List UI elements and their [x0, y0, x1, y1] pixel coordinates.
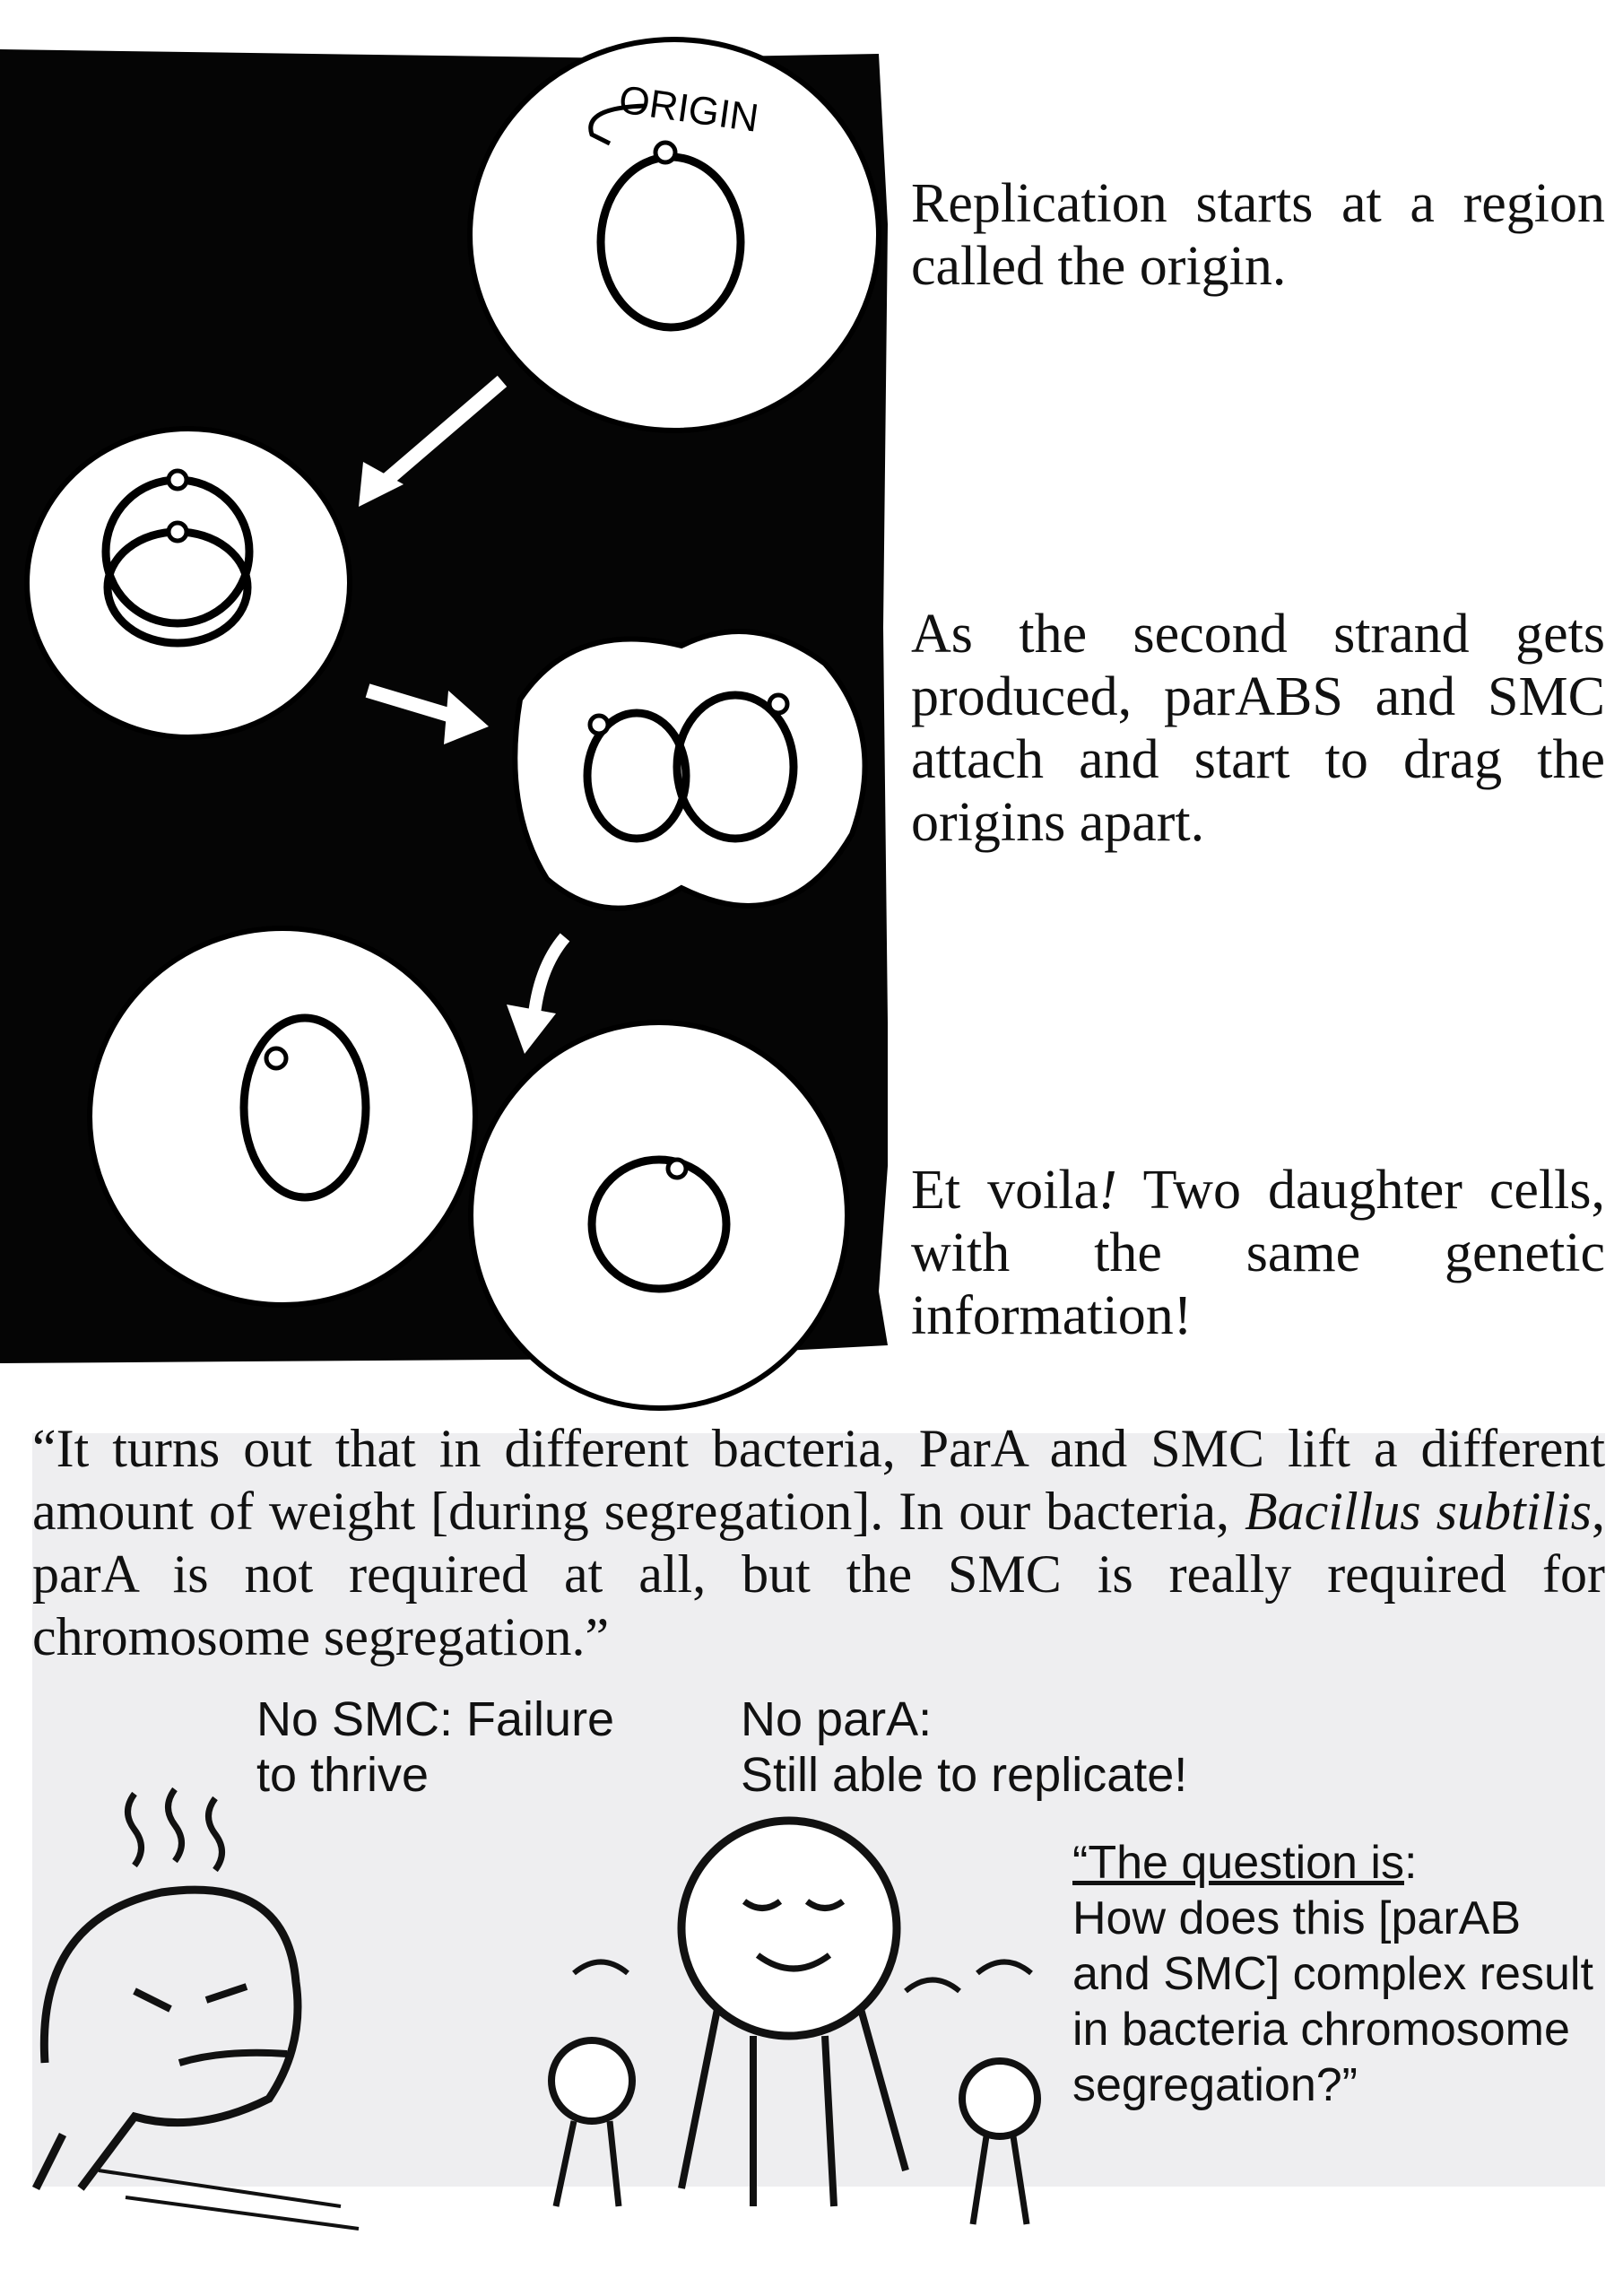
- caption-daughter-cells: Et voila! Two daughter cells, with the same genetic information!: [911, 1160, 1605, 1346]
- sick-bacterium: [36, 1890, 298, 2188]
- daughter-cell-left: [90, 928, 475, 1305]
- cell-replicating: [27, 429, 350, 737]
- small-bacterium-right: [962, 2061, 1037, 2136]
- stink-lines-icon: [128, 1789, 222, 1870]
- researcher-quote: “It turns out that in different bacteria, ParA and SMC lift a different amount of weight [during segregation]. In our bacteria, Bacillus subtilis, parA is not required at all, but the SMC is really required for chromosome segregation.”: [32, 1419, 1605, 1666]
- caption-segregation: As the second strand gets produced, parABS and SMC attach and start to drag the origins apart.: [911, 604, 1605, 853]
- label-no-para: No parA: Still able to replicate!: [741, 1692, 1188, 1802]
- healthy-bacterium: [681, 1821, 897, 2036]
- caption-origin: Replication starts at a region called the origin.: [911, 173, 1605, 297]
- species-name: Bacillus subtilis: [1245, 1482, 1592, 1541]
- origin-dot: [655, 143, 675, 162]
- daughter-cell-right: [471, 1022, 847, 1408]
- small-bacterium-left: [551, 2040, 632, 2121]
- research-question: “The question is: How does this [parAB and SMC] complex result in bacteria chromosome segregation?”: [1072, 1837, 1593, 2111]
- cell-dividing: [515, 631, 864, 909]
- origin-label: ORIGIN: [616, 77, 761, 141]
- label-no-smc: No SMC: Failure to thrive: [256, 1692, 615, 1802]
